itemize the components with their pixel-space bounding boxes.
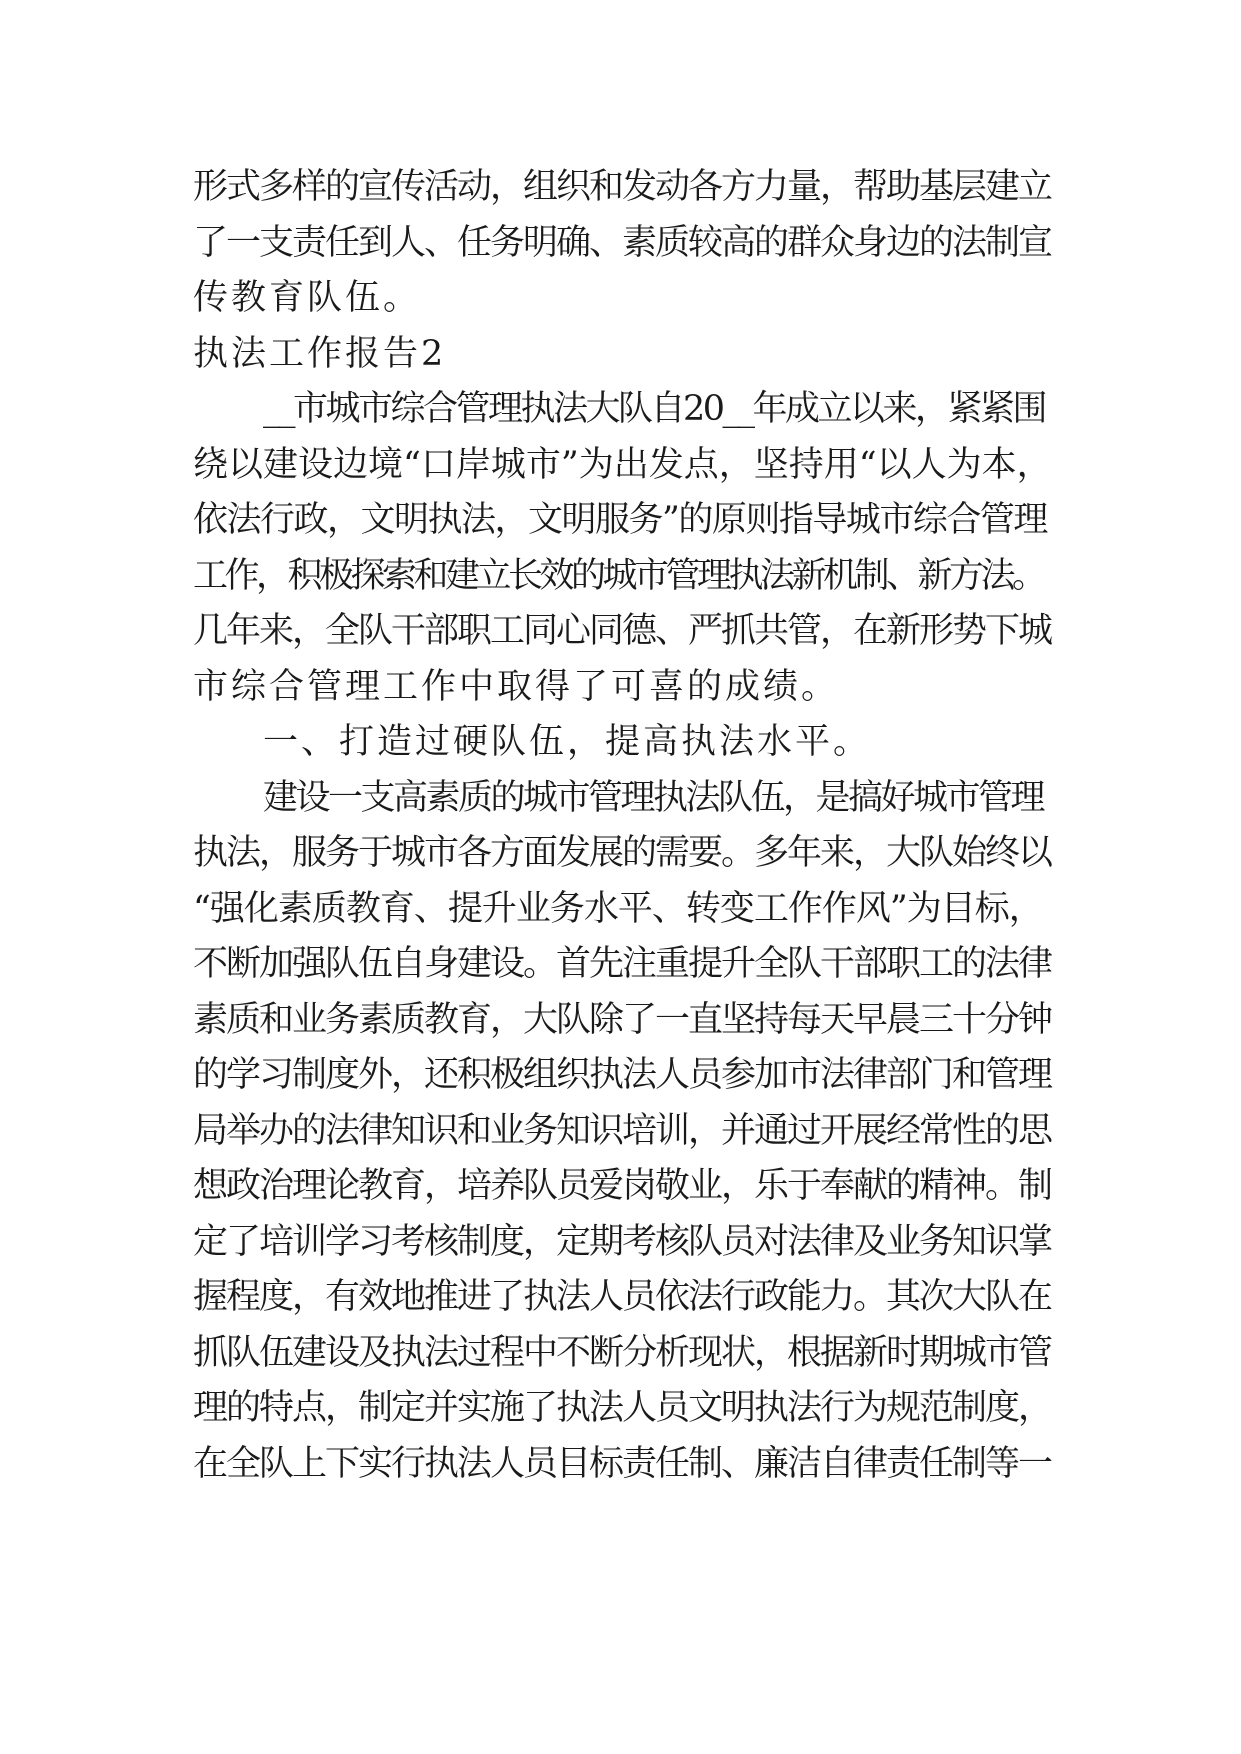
text-line: 市综合管理工作中取得了可喜的成绩。 [193,666,840,707]
text-line: 在全队上下实行执法人员目标责任制、廉洁自律责任制等一 [193,1443,1052,1484]
text-line: “强化素质教育、提升业务水平、转变工作作风”为目标， [193,888,1043,929]
text-line: 传教育队伍。 [193,278,422,318]
text-line: __市城市综合管理执法大队自20__年成立以来，紧紧围 [263,389,1046,429]
text-line: 执法，服务于城市各方面发展的需要。多年来，大队始终以 [193,833,1052,873]
text-line: 了一支责任到人、任务明确、素质较高的群众身边的法制宣 [193,222,1052,263]
text-line: 定了培训学习考核制度，定期考核队员对法律及业务知识掌 [193,1221,1052,1262]
text-line: 素质和业务素质教育，大队除了一直坚持每天早晨三十分钟 [193,999,1052,1040]
text-line: 的学习制度外，还积极组织执法人员参加市法律部门和管理 [193,1055,1052,1095]
text-line: 依法行政，文明执法，文明服务”的原则指导城市综合管理 [193,500,1047,540]
document-page [193,160,1053,1492]
text-line: 一、打造过硬队伍，提高执法水平。 [263,722,872,762]
text-line: 工作，积极探索和建立长效的城市管理执法新机制、新方法。 [193,555,1044,596]
text-line: 形式多样的宣传活动，组织和发动各方力量，帮助基层建立 [193,167,1052,207]
text-line: 理的特点，制定并实施了执法人员文明执法行为规范制度， [193,1388,1052,1428]
text-line: 抓队伍建设及执法过程中不断分析现状，根据新时期城市管 [193,1332,1052,1373]
text-line: 绕以建设边境“口岸城市”为出发点，坚持用“以人为本， [193,444,1052,485]
text-line: 不断加强队伍自身建设。首先注重提升全队干部职工的法律 [193,944,1052,984]
text-line: 几年来，全队干部职工同心同德、严抓共管，在新形势下城 [193,611,1052,651]
text-line: 局举办的法律知识和业务知识培训，并通过开展经常性的思 [193,1110,1052,1151]
section-title: 执法工作报告2 [193,333,447,374]
text-line: 建设一支高素质的城市管理执法队伍，是搞好城市管理 [263,777,1044,818]
text-line: 想政治理论教育，培养队员爱岗敬业，乐于奉献的精神。制 [193,1166,1052,1206]
text-line: 握程度，有效地推进了执法人员依法行政能力。其次大队在 [193,1277,1052,1317]
